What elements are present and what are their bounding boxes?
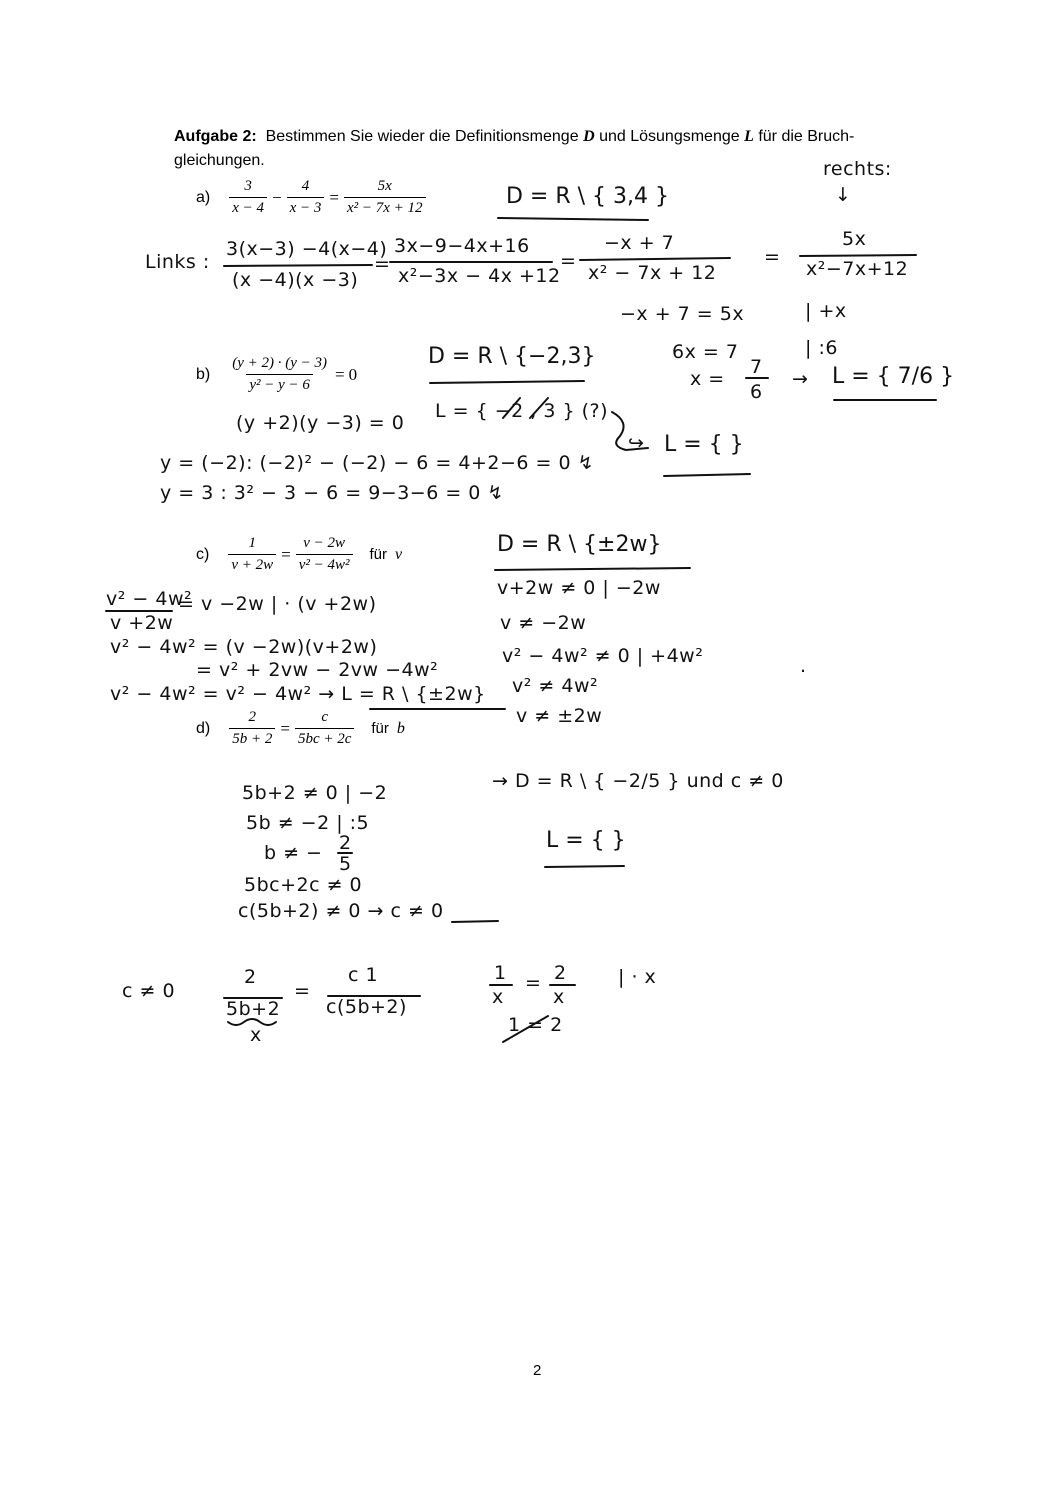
hw-d-domain: → D = R \ { −2/5 } und c ≠ 0: [492, 770, 784, 792]
hw-d-op: | · x: [618, 966, 657, 988]
hw-d-f1-num: 2: [244, 966, 257, 988]
hw-d-l4: 5bc+2c ≠ 0: [244, 874, 363, 896]
hw-c-l4: v² − 4w² = v² − 4w² → L = R \ {±2w}: [110, 683, 486, 705]
hw-a-step1-num: 3x−9−4x+16: [394, 235, 530, 257]
hw-a-step2-num: −x + 7: [604, 232, 675, 254]
for-text: für: [371, 720, 389, 737]
hw-d-f3-den: x: [492, 986, 504, 1008]
minus-sign: −: [272, 187, 282, 207]
hw-a-rechts-num: 5x: [842, 228, 867, 250]
frac-num: 1: [248, 535, 256, 551]
frac-num: 5x: [377, 178, 392, 194]
hw-d-f1-under: x: [250, 1024, 262, 1046]
symbol-d: D: [583, 128, 595, 145]
frac-num: 4: [301, 178, 310, 194]
hw-d-f2-num: c 1: [348, 964, 379, 986]
hw-a-line1-op: | +x: [805, 300, 847, 322]
hw-c-l1-den: v +2w: [110, 612, 174, 634]
hw-d-c: c ≠ 0: [122, 980, 176, 1002]
frac-den: y² − y − 6: [246, 374, 313, 394]
hw-a-line2-op: | :6: [805, 337, 838, 359]
task-text-2: und Lösungsmenge: [599, 128, 740, 145]
hw-a-links-den: (x −4)(x −3): [232, 269, 359, 291]
hw-equals: =: [764, 246, 781, 268]
hw-d-l5: c(5b+2) ≠ 0 → c ≠ 0: [238, 900, 444, 922]
frac-den: x − 3: [287, 197, 325, 217]
task-text-1: Bestimmen Sie wieder die Definitionsmenge: [265, 128, 579, 145]
hw-c-l1-num: v² − 4w²: [106, 588, 193, 610]
hw-d-f1-den: 5b+2: [226, 998, 281, 1020]
hw-a-line3-lhs: x =: [690, 368, 725, 390]
hw-d-f4-den: x: [553, 986, 565, 1008]
frac-den: 5b + 2: [229, 728, 275, 748]
frac-den: 5bc + 2c: [295, 728, 354, 748]
task-label: Aufgabe 2:: [174, 128, 257, 145]
hw-c-r4: v² ≠ 4w²: [512, 675, 599, 697]
underline-d-solution: [545, 866, 624, 867]
part-d-label: d): [196, 719, 211, 737]
underline-c-domain: [495, 568, 690, 570]
equals-sign: =: [335, 364, 345, 384]
frac-num: 2: [248, 709, 257, 725]
hw-a-line1: −x + 7 = 5x: [620, 303, 745, 325]
hw-b-solution-strike: L = { −2 , 3 } (?): [435, 400, 609, 422]
fraction-bar: [224, 265, 372, 266]
underline-a-domain: [498, 218, 648, 220]
hw-c-domain: D = R \ {±2w}: [497, 532, 662, 557]
hw-d-l3-lhs: b ≠ −: [264, 842, 323, 864]
hw-a-links-num: 3(x−3) −4(x−4): [226, 238, 388, 260]
hw-b-line1: (y +2)(y −3) = 0: [236, 412, 405, 434]
hw-c-r1: v+2w ≠ 0 | −2w: [497, 577, 661, 599]
fraction-bar: [800, 255, 916, 256]
hw-a-domain: D = R \ { 3,4 }: [506, 184, 670, 209]
symbol-l: L: [744, 128, 754, 145]
equals-sign: =: [281, 544, 291, 564]
down-arrow-icon: ↓: [835, 184, 852, 206]
curved-arrow-icon: ↪: [628, 432, 645, 454]
equals-sign: =: [280, 718, 290, 738]
hw-a-solution: L = { 7/6 }: [832, 364, 955, 389]
hw-b-line3: y = 3 : 3² − 3 − 6 = 9−3−6 = 0 ↯: [160, 482, 504, 504]
hw-a-links: Links :: [145, 251, 210, 273]
frac-den: x − 4: [229, 197, 267, 217]
hw-a-rechts: rechts:: [823, 158, 892, 180]
hw-d-l1: 5b+2 ≠ 0 | −2: [242, 782, 388, 804]
hw-equals: =: [294, 980, 311, 1002]
hw-b-domain: D = R \ {−2,3}: [428, 344, 596, 369]
hw-d-f2-den: c(5b+2): [326, 996, 407, 1018]
hw-d-f4-num: 2: [554, 962, 567, 984]
hw-c-l3: = v² + 2vw − 2vw −4w²: [196, 659, 439, 681]
frac-num: 3: [244, 178, 252, 194]
underline-b-domain: [430, 381, 584, 383]
equals-sign: =: [329, 187, 339, 207]
hw-a-step1-den: x²−3x − 4x +12: [398, 265, 561, 287]
hw-c-r2: v ≠ −2w: [500, 612, 587, 634]
hw-d-l3-den: 5: [339, 853, 352, 875]
hw-d-solution: L = { }: [546, 828, 626, 853]
hw-c-l1-rest: = v −2w | · (v +2w): [178, 593, 377, 615]
hw-a-line3-den: 6: [750, 381, 763, 403]
hw-equals: =: [525, 972, 542, 994]
hw-c-r3: v² − 4w² ≠ 0 | +4w²: [502, 645, 704, 667]
hw-b-line2: y = (−2): (−2)² − (−2) − 6 = 4+2−6 = 0 ↯: [160, 452, 595, 474]
fraction-bar: [580, 258, 730, 260]
part-a-label: a): [196, 188, 211, 206]
stray-dot: .: [800, 655, 807, 677]
underline-b-solution: [664, 474, 750, 476]
frac-num: (y + 2) · (y − 3): [232, 355, 328, 371]
part-b-label: b): [196, 365, 211, 383]
frac-den: x² − 7x + 12: [344, 197, 426, 217]
variable: b: [396, 719, 405, 737]
rhs-value: 0: [348, 364, 358, 384]
hw-a-line3-num: 7: [750, 356, 763, 378]
right-arrow-icon: →: [792, 368, 809, 390]
for-text: für: [369, 546, 388, 563]
hw-b-solution: L = { }: [664, 432, 744, 457]
frac-num: c: [321, 709, 328, 725]
hw-equals: =: [374, 253, 391, 275]
hw-d-f3-num: 1: [494, 962, 507, 984]
variable: v: [395, 545, 403, 563]
hw-d-l3-num: 2: [339, 832, 352, 854]
hw-a-step2-den: x² − 7x + 12: [588, 262, 717, 284]
hw-equals: =: [560, 250, 577, 272]
hw-c-l2: v² − 4w² = (v −2w)(v+2w): [110, 636, 378, 658]
hw-a-line2: 6x = 7: [672, 341, 739, 363]
frac-num: v − 2w: [303, 535, 345, 551]
underline-d-c: [452, 921, 498, 922]
hw-a-rechts-den: x²−7x+12: [806, 258, 909, 280]
hw-d-l2: 5b ≠ −2 | :5: [246, 812, 370, 834]
hw-d-last: 1 = 2: [508, 1014, 563, 1036]
hw-c-r5: v ≠ ±2w: [516, 705, 603, 727]
frac-den: v + 2w: [228, 554, 276, 574]
frac-den: v² − 4w²: [296, 554, 353, 574]
task-text-3: für die Bruch-gleichungen.: [174, 128, 855, 169]
part-c-label: c): [196, 545, 210, 563]
page-number: 2: [533, 1362, 542, 1379]
